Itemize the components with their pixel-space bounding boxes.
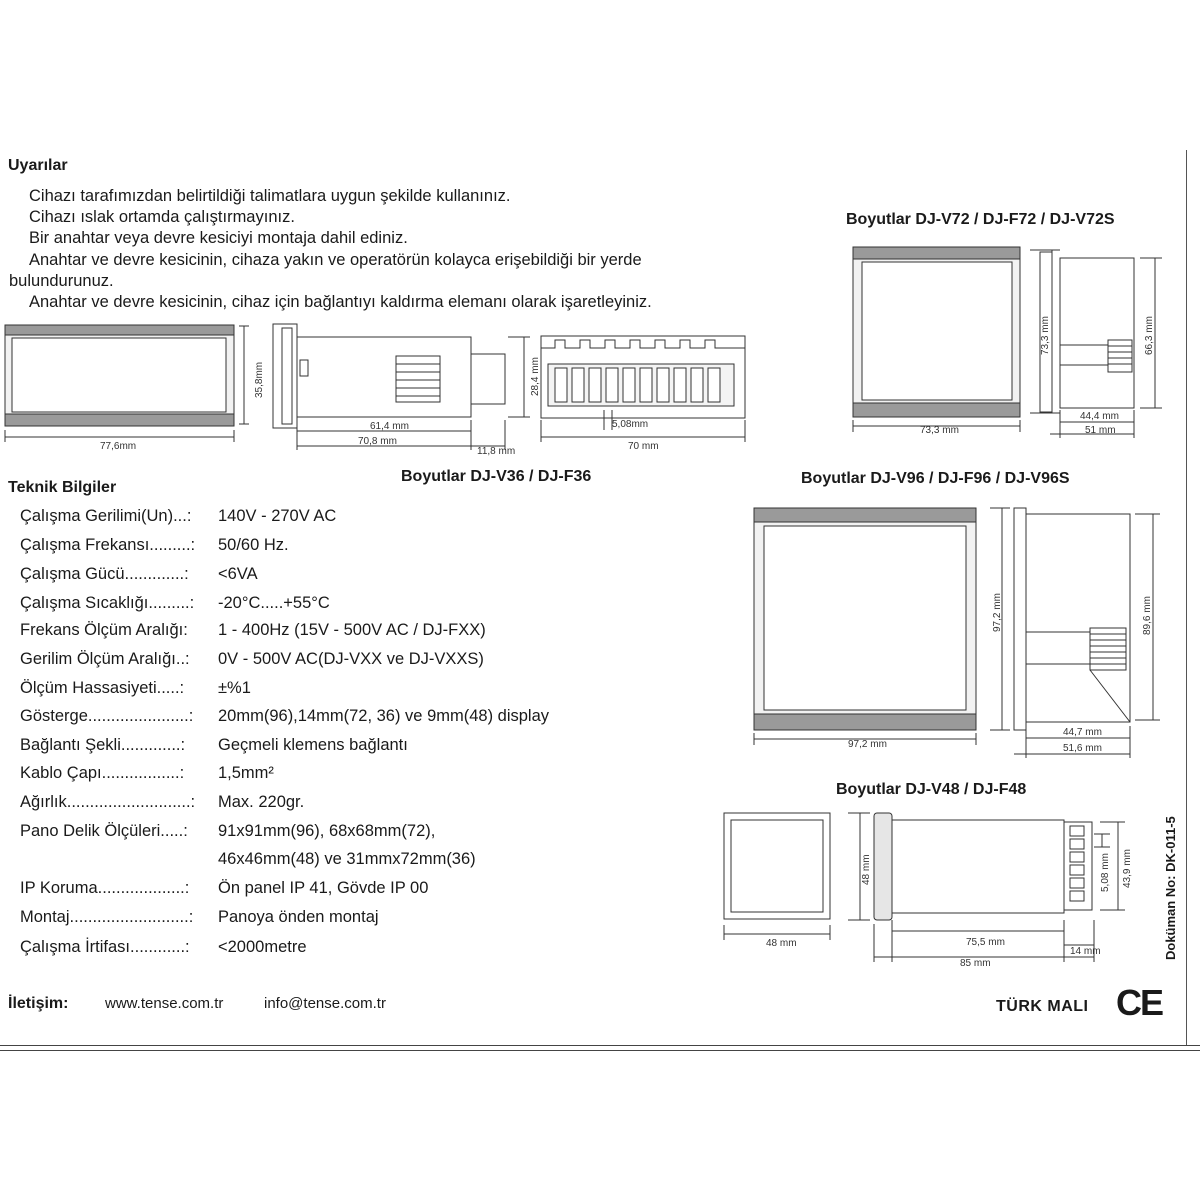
warning-item: Cihazı tarafımızdan belirtildiği talimatlara uygun şekilde kullanınız. [29,187,511,205]
contact-email-link[interactable]: info@tense.com.tr [264,995,386,1012]
v96-side-a: 44,7 mm [1063,727,1102,738]
warning-item: Anahtar ve devre kesicinin, cihaza yakın ve operatörün kolayca erişebildiği bir yerde bulundurunuz. [9,251,642,290]
spec-value: 1 - 400Hz (15V - 500V AC / DJ-FXX) [218,621,486,639]
dj-v72-title: Boyutlar DJ-V72 / DJ-F72 / DJ-V72S [846,211,1115,228]
spec-key: Çalışma Frekansı.........: [20,536,196,554]
v36-rear-w: 70 mm [628,441,659,452]
v48-side-c: 14 mm [1070,946,1101,957]
contact-web-link[interactable]: www.tense.com.tr [105,995,224,1012]
spec-key: Çalışma Gerilimi(Un)...: [20,507,192,525]
spec-value: ±%1 [218,679,251,697]
spec-row [20,536,289,555]
dj-v96-drawing [745,500,1165,760]
spec-value: 140V - 270V AC [218,507,337,525]
v36-side-a: 61,4 mm [370,421,409,432]
spec-key: Ölçüm Hassasiyeti.....: [20,679,185,697]
dj-v72-drawing [840,240,1170,440]
spec-row [20,621,486,640]
spec-value: <2000metre [218,938,307,956]
v36-side-h: 28,4 mm [530,357,541,396]
v48-front-h: 48 mm [861,854,872,885]
spec-value: 91x91mm(96), 68x68mm(72), [218,822,436,840]
bottom-border-line [0,1045,1200,1046]
spec-row [20,565,258,584]
warning-item: Bir anahtar veya devre kesiciyi montaja dahil ediniz. [29,229,408,247]
spec-value: Panoya önden montaj [218,908,379,926]
spec-row [20,908,379,927]
v96-front-h: 97,2 mm [992,593,1003,632]
dj-v48-drawing [715,805,1155,970]
spec-row [20,507,336,526]
ce-mark-icon: CE [1116,982,1163,1023]
spec-key: Gerilim Ölçüm Aralığı..: [20,650,190,668]
bottom-border-line-2 [0,1050,1200,1051]
spec-key: Gösterge......................: [20,707,194,725]
spec-value: 46x46mm(48) ve 31mmx72mm(36) [218,850,476,868]
v72-side-a: 44,4 mm [1080,411,1119,422]
dj-v96-title: Boyutlar DJ-V96 / DJ-F96 / DJ-V96S [801,470,1070,487]
v96-side-h: 89,6 mm [1142,596,1153,635]
spec-value: 20mm(96),14mm(72, 36) ve 9mm(48) display [218,707,550,725]
spec-key: Montaj..........................: [20,908,194,926]
spec-value: <6VA [218,565,258,583]
v48-side-h: 43,9 mm [1122,849,1133,888]
v48-front-w: 48 mm [766,938,797,949]
right-border-line [1186,150,1187,1046]
spec-value: 0V - 500V AC(DJ-VXX ve DJ-VXXS) [218,650,484,668]
contact-label: İletişim: [8,995,69,1012]
v96-front-w: 97,2 mm [848,739,887,750]
spec-key: Kablo Çapı.................: [20,764,185,782]
spec-row [20,793,304,812]
v48-pitch: 5,08 mm [1100,853,1111,892]
spec-key: Bağlantı Şekli.............: [20,736,186,754]
tech-title: Teknik Bilgiler [8,479,117,496]
spec-value: Max. 220gr. [218,793,305,811]
spec-key: Çalışma Gücü.............: [20,565,189,583]
spec-row [20,822,435,841]
v72-side-b: 51 mm [1085,425,1116,436]
v36-side-c: 11,8 mm [477,446,516,457]
v72-front-h: 73,3 mm [1040,316,1051,355]
spec-value: Geçmeli klemens bağlantı [218,736,408,754]
spec-row [20,594,330,613]
spec-value: 50/60 Hz. [218,536,289,554]
v36-pitch: 5,08mm [612,419,649,430]
spec-key: Çalışma İrtifası............: [20,938,190,956]
v36-front-h: 35,8mm [254,361,265,398]
v36-side-b: 70,8 mm [358,436,397,447]
spec-key: Frekans Ölçüm Aralığı: [20,621,188,639]
doc-number: Doküman No: DK-011-5 [1163,816,1178,960]
spec-row [20,736,408,755]
spec-key: IP Koruma...................: [20,879,190,897]
warning-item: Cihazı ıslak ortamda çalıştırmayınız. [29,208,295,226]
dj-v48-title: Boyutlar DJ-V48 / DJ-F48 [836,781,1027,798]
spec-row [20,679,251,698]
warnings-title: Uyarılar [8,157,68,174]
spec-row [20,650,484,669]
spec-row [20,850,476,869]
spec-row [20,707,549,726]
v96-side-b: 51,6 mm [1063,743,1102,754]
spec-key: Ağırlık...........................: [20,793,196,811]
spec-value: -20°C.....+55°C [218,594,330,612]
spec-key: Pano Delik Ölçüleri.....: [20,822,188,840]
spec-row [20,938,307,957]
v48-side-b: 85 mm [960,958,991,969]
dj-v36-title: Boyutlar DJ-V36 / DJ-F36 [401,468,592,485]
spec-value: 1,5mm² [218,764,274,782]
v48-side-a: 75,5 mm [966,937,1005,948]
v36-front-w: 77,6mm [100,441,137,452]
spec-row [20,764,274,783]
dj-v36-drawing [0,318,760,458]
spec-key: Çalışma Sıcaklığı.........: [20,594,195,612]
spec-value: Ön panel IP 41, Gövde IP 00 [218,879,429,897]
spec-row [20,879,428,898]
origin-label: TÜRK MALI [996,998,1089,1015]
v72-front-w: 73,3 mm [920,425,959,436]
v72-side-h: 66,3 mm [1144,316,1155,355]
warning-item: Anahtar ve devre kesicinin, cihaz için bağlantıyı kaldırma elemanı olarak işaretleyiniz. [29,293,652,311]
